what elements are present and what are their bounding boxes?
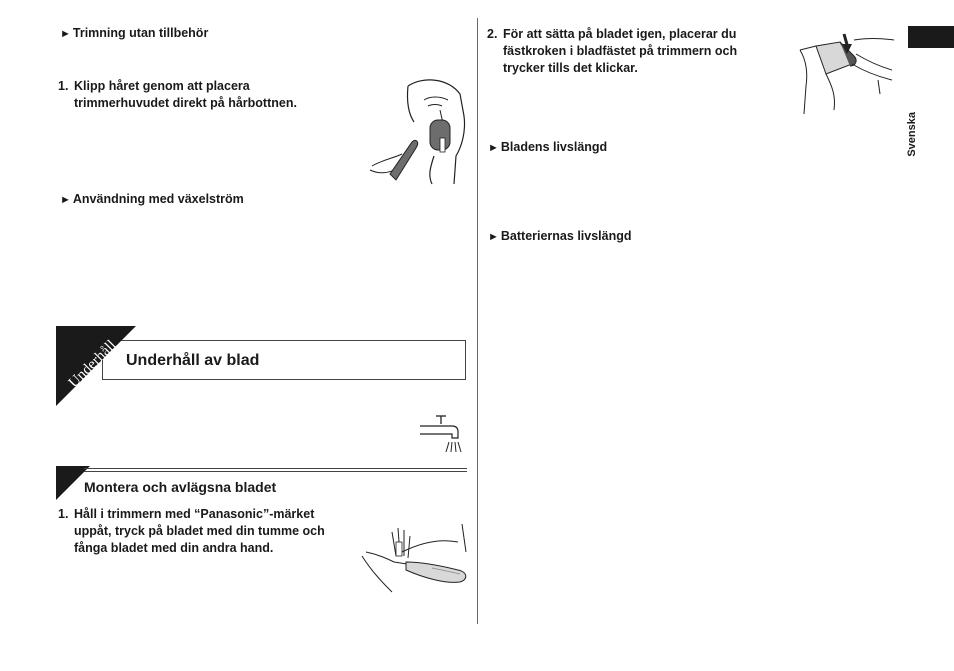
step-b1-text: Håll i trimmern med “Panasonic”-märket uppåt, tryck på bladet med din tumme och fånga bladet med din andra hand.	[74, 507, 325, 555]
subsection-title: Montera och avlägsna bladet	[84, 479, 277, 495]
step-1-text: Klipp håret genom att placera trimmerhuvudet direkt på hårbottnen.	[74, 79, 297, 110]
step-b1-number: 1.	[58, 507, 69, 521]
step-1-number: 1.	[58, 79, 69, 93]
man-trimming-hair-illustration	[368, 76, 468, 186]
step-2-text: För att sätta på bladet igen, placerar du fästkroken i bladfästet på trimmern och trycker tills det klickar.	[503, 27, 738, 75]
hands-attaching-blade-illustration	[796, 30, 896, 114]
language-label: Svenska	[906, 112, 918, 157]
triangle-marker-icon: ►	[488, 142, 499, 154]
hand-removing-blade-illustration	[362, 522, 468, 594]
section-tab-holder	[56, 326, 136, 406]
section-title: Underhåll av blad	[126, 352, 260, 369]
subsection-rule-top	[84, 468, 467, 469]
column-divider	[477, 18, 478, 624]
trim-heading: ► Trimning utan tillbehör	[60, 26, 209, 40]
ac-heading: ► Användning med växelström	[60, 192, 244, 206]
step-2-number: 2.	[487, 27, 498, 41]
subsection-rule-bottom	[84, 471, 467, 472]
language-tab	[908, 26, 954, 48]
triangle-marker-icon: ►	[60, 28, 71, 40]
water-tap-icon	[418, 414, 464, 454]
triangle-marker-icon: ►	[488, 231, 499, 243]
battery-life-heading: ► Batteriernas livslängd	[488, 229, 632, 243]
triangle-marker-icon: ►	[60, 194, 71, 206]
blade-life-heading: ► Bladens livslängd	[488, 140, 608, 154]
section-tab-label: Underhåll	[65, 337, 120, 392]
